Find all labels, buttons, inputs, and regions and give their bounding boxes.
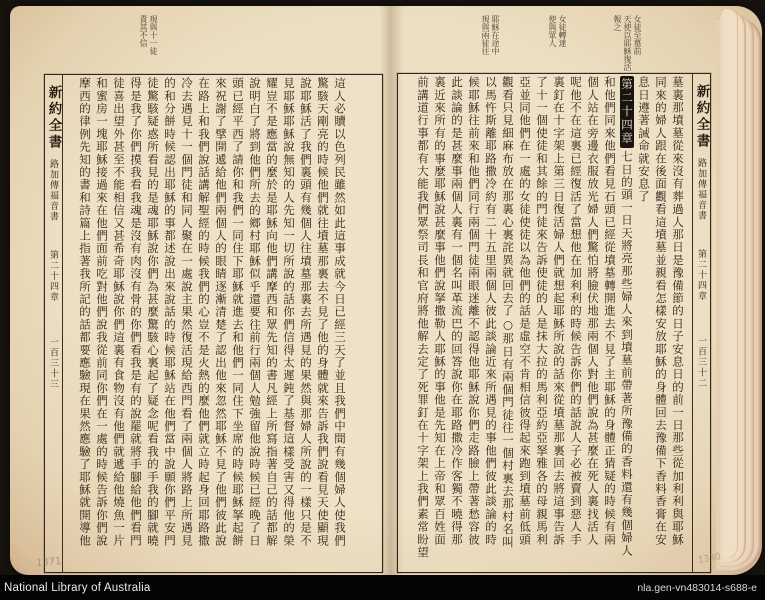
text-column: 裏近來所有的事麼耶穌說甚麼事他們說拏撒勒人耶穌的事他是先知在上帝和眾百姓面 bbox=[433, 76, 447, 546]
pencil-annotation-left: 1371 bbox=[35, 556, 62, 569]
text-column: 同來的婦人跟在後面觀看這墳墓並親看怎樣安放耶穌的身體回去豫備下香料香膏在安 bbox=[654, 76, 668, 546]
text-column: 冷去遇見十一個門徒和同人聚在一處說主果然復活現給西門看了兩個人將路上所遇見 bbox=[180, 77, 194, 547]
text-column: 和蜜房一塊耶穌接過來在他們面前吃對他們說我從前同你們在一處的時候告訴你們說 bbox=[95, 77, 109, 547]
pencil-annotation-right: 1330 bbox=[697, 552, 722, 566]
text-column: 得是我了你們摸我看我魂是沒有肉沒有骨的你們看我是有的說罷就將手腳給他們看門 bbox=[129, 77, 143, 547]
book-photo bbox=[10, 6, 762, 575]
book-title: 新約全書 bbox=[45, 85, 62, 151]
text-column: 徒喜出望外甚至不能相信又甚希奇耶穌說你們這裏有食物沒有他們就遞給他燒魚一片 bbox=[112, 77, 126, 547]
text-column: 這人必贖以色列民雖然如此這事成就今日已經三天了並且我們中間有幾個婦人使我們 bbox=[333, 77, 347, 547]
top-margin-note bbox=[612, 15, 642, 73]
note-text: 責其不信 bbox=[139, 15, 148, 47]
text-column: 耀豈不是應當的麼於是耶穌向他們講摩西和眾先知的書凡經上所寫指著自己的話都解 bbox=[265, 77, 279, 547]
note-text: 天使以耶穌復活報之 bbox=[613, 15, 632, 71]
right-page-text bbox=[398, 74, 692, 572]
text-column: 來祝謝了擘開遞給他們兩個人的眼睛逐漸清楚了認出他來忽然耶穌不見了他們彼此說 bbox=[214, 77, 228, 547]
top-margin-note bbox=[138, 15, 158, 73]
watermark-bar bbox=[0, 575, 765, 600]
page-number: 一百三十三 bbox=[48, 336, 58, 389]
note-text: 女徒轉達 bbox=[558, 15, 567, 47]
text-column: 第二十四章七日的頭一日天將亮那些婦人來到墳墓前帶著所豫備的香料還有幾個婦人 bbox=[620, 78, 634, 557]
left-page-text bbox=[63, 75, 382, 572]
book-title: 新約全書 bbox=[693, 84, 710, 150]
text-column: 說明白了將到他們所去的鄉村耶穌似乎還要往前行兩個人勉強留他說時候已經晚了日 bbox=[248, 77, 262, 547]
text-column: 見耶穌耶穌說無知的人先知一切所說的話你們信得太遲鈍了基督這樣受害又得他的榮 bbox=[282, 77, 296, 547]
text-column: 以馬忤斯離耶路撒冷約有二十五里兩個人彼此談論近來所遇見的事他們彼此談論的時 bbox=[484, 76, 498, 546]
text-column: 個人站在旁邊衣服放光婦人們驚怕將臉伏地那兩個人對他們說為甚麼在死人裏找活人 bbox=[586, 76, 600, 546]
text-column: 息日遵著誡命就安息了 bbox=[637, 76, 651, 203]
left-page-frame bbox=[44, 74, 383, 573]
gospel-title: 路加傳福音書 bbox=[48, 159, 58, 222]
text-column: 驚駭天剛亮的時候他們就往墳墓那裏去不見了他的身體就來告訴我們說看見天使顯現 bbox=[316, 77, 330, 547]
text-column: 呢他不在這裏已經復活了當想他在加利利的時候告訴你們的話說人子必被賣到惡人手 bbox=[569, 76, 583, 546]
text-column: 的和分餅時候認出耶穌的事都述說出來說話的時候耶穌站在他們當中說願你們平安門 bbox=[163, 77, 177, 547]
right-page-margin bbox=[693, 74, 710, 572]
left-page-margin bbox=[45, 75, 62, 572]
note-text: 耶穌在途中 bbox=[491, 15, 500, 55]
text-column: 墓裏那墳墓從來沒有葬過人那日是豫備節的日子安息日的前一日那些從加利利與耶穌 bbox=[671, 76, 685, 546]
text-column: 此談論的是甚麼事兩個人裏有一個名叫革流巴的回答說你在耶路撒冷作客獨不曉得那 bbox=[450, 76, 464, 546]
text-column: 說耶穌活了我們裏頭有幾個人往墳墓那裏去所遇見的果然與那婦人所說的一樣只是不 bbox=[299, 77, 313, 547]
text-column: 在路上和我們說話講解聖經的時候我們的心豈不是火熱的麼他們就立時起身回耶路撒 bbox=[197, 77, 211, 547]
text-column: 裏釘在十字架上第三日復活婦人們就想起耶穌所說的話來從墳墓那裏回去將這事告訴 bbox=[552, 76, 566, 546]
text-column: 前講道行事都有大能我們眾祭司長和官府將他解去定了死罪釘在十字架上我們素常盼望 bbox=[416, 76, 430, 559]
text-column: 和他們同來他們看見石頭已經從墳墓轉開進去不見了主耶穌的身體正猜疑的時候有兩 bbox=[603, 76, 617, 546]
top-margin-note bbox=[480, 15, 500, 73]
text-column: 候耶穌往前來和他們同行兩個門徒兩眼迷離不認得他耶穌說你們走路臉上帶著愁容彼 bbox=[467, 76, 481, 546]
library-name: National Library of Australia bbox=[4, 581, 151, 594]
note-text: 使與眾人 bbox=[548, 15, 557, 47]
gospel-title: 路加傳福音書 bbox=[696, 158, 706, 221]
text-column: 摩西的律例先知的書和詩篇上指著我所記的話都要應驗現在果然應驗了耶穌就開導他 bbox=[78, 77, 92, 547]
image-identifier: nla.gen-vn483014-s688-e bbox=[637, 581, 757, 594]
note-text: 現與十一徒 bbox=[149, 15, 158, 55]
top-margin-note bbox=[547, 15, 567, 73]
text-column: 徒驚駭疑惑所看見的是魂耶穌說你們為甚麼驚駭心裏起了疑念呢看我的手我的腳就曉 bbox=[146, 77, 160, 547]
text-column: 頭已經平西了請你和我們一同住下耶穌就進去和他們一同住下坐席的時候耶穌拏起餅 bbox=[231, 77, 245, 547]
page-stack-edge bbox=[724, 9, 738, 559]
right-page-frame bbox=[397, 73, 711, 573]
note-text: 女徒至墓前 bbox=[633, 15, 642, 55]
text-column: 觀看只見細麻布放在那裏心裏詫異就回去了○那日有兩個門徒往一個村裏去那村名叫 bbox=[501, 76, 515, 549]
chapter-label: 第二十四章 bbox=[48, 250, 58, 303]
page-number: 一百三十二 bbox=[696, 335, 706, 388]
note-text: 現與兩徒往 bbox=[481, 15, 490, 55]
chapter-heading-box: 第二十四章 bbox=[620, 78, 634, 146]
text-column: 亞並同他們在一處的女徒使徒以為他們的話是虛空不肯相信彼得起來跑到墳墓前低頭 bbox=[518, 76, 532, 546]
text-column: 了十一個使徒和其餘的門徒來告訴使徒的人是抹大拉的馬利亞約亞拏雅各的母親馬利 bbox=[535, 76, 549, 546]
chapter-label: 第二十四章 bbox=[696, 249, 706, 302]
